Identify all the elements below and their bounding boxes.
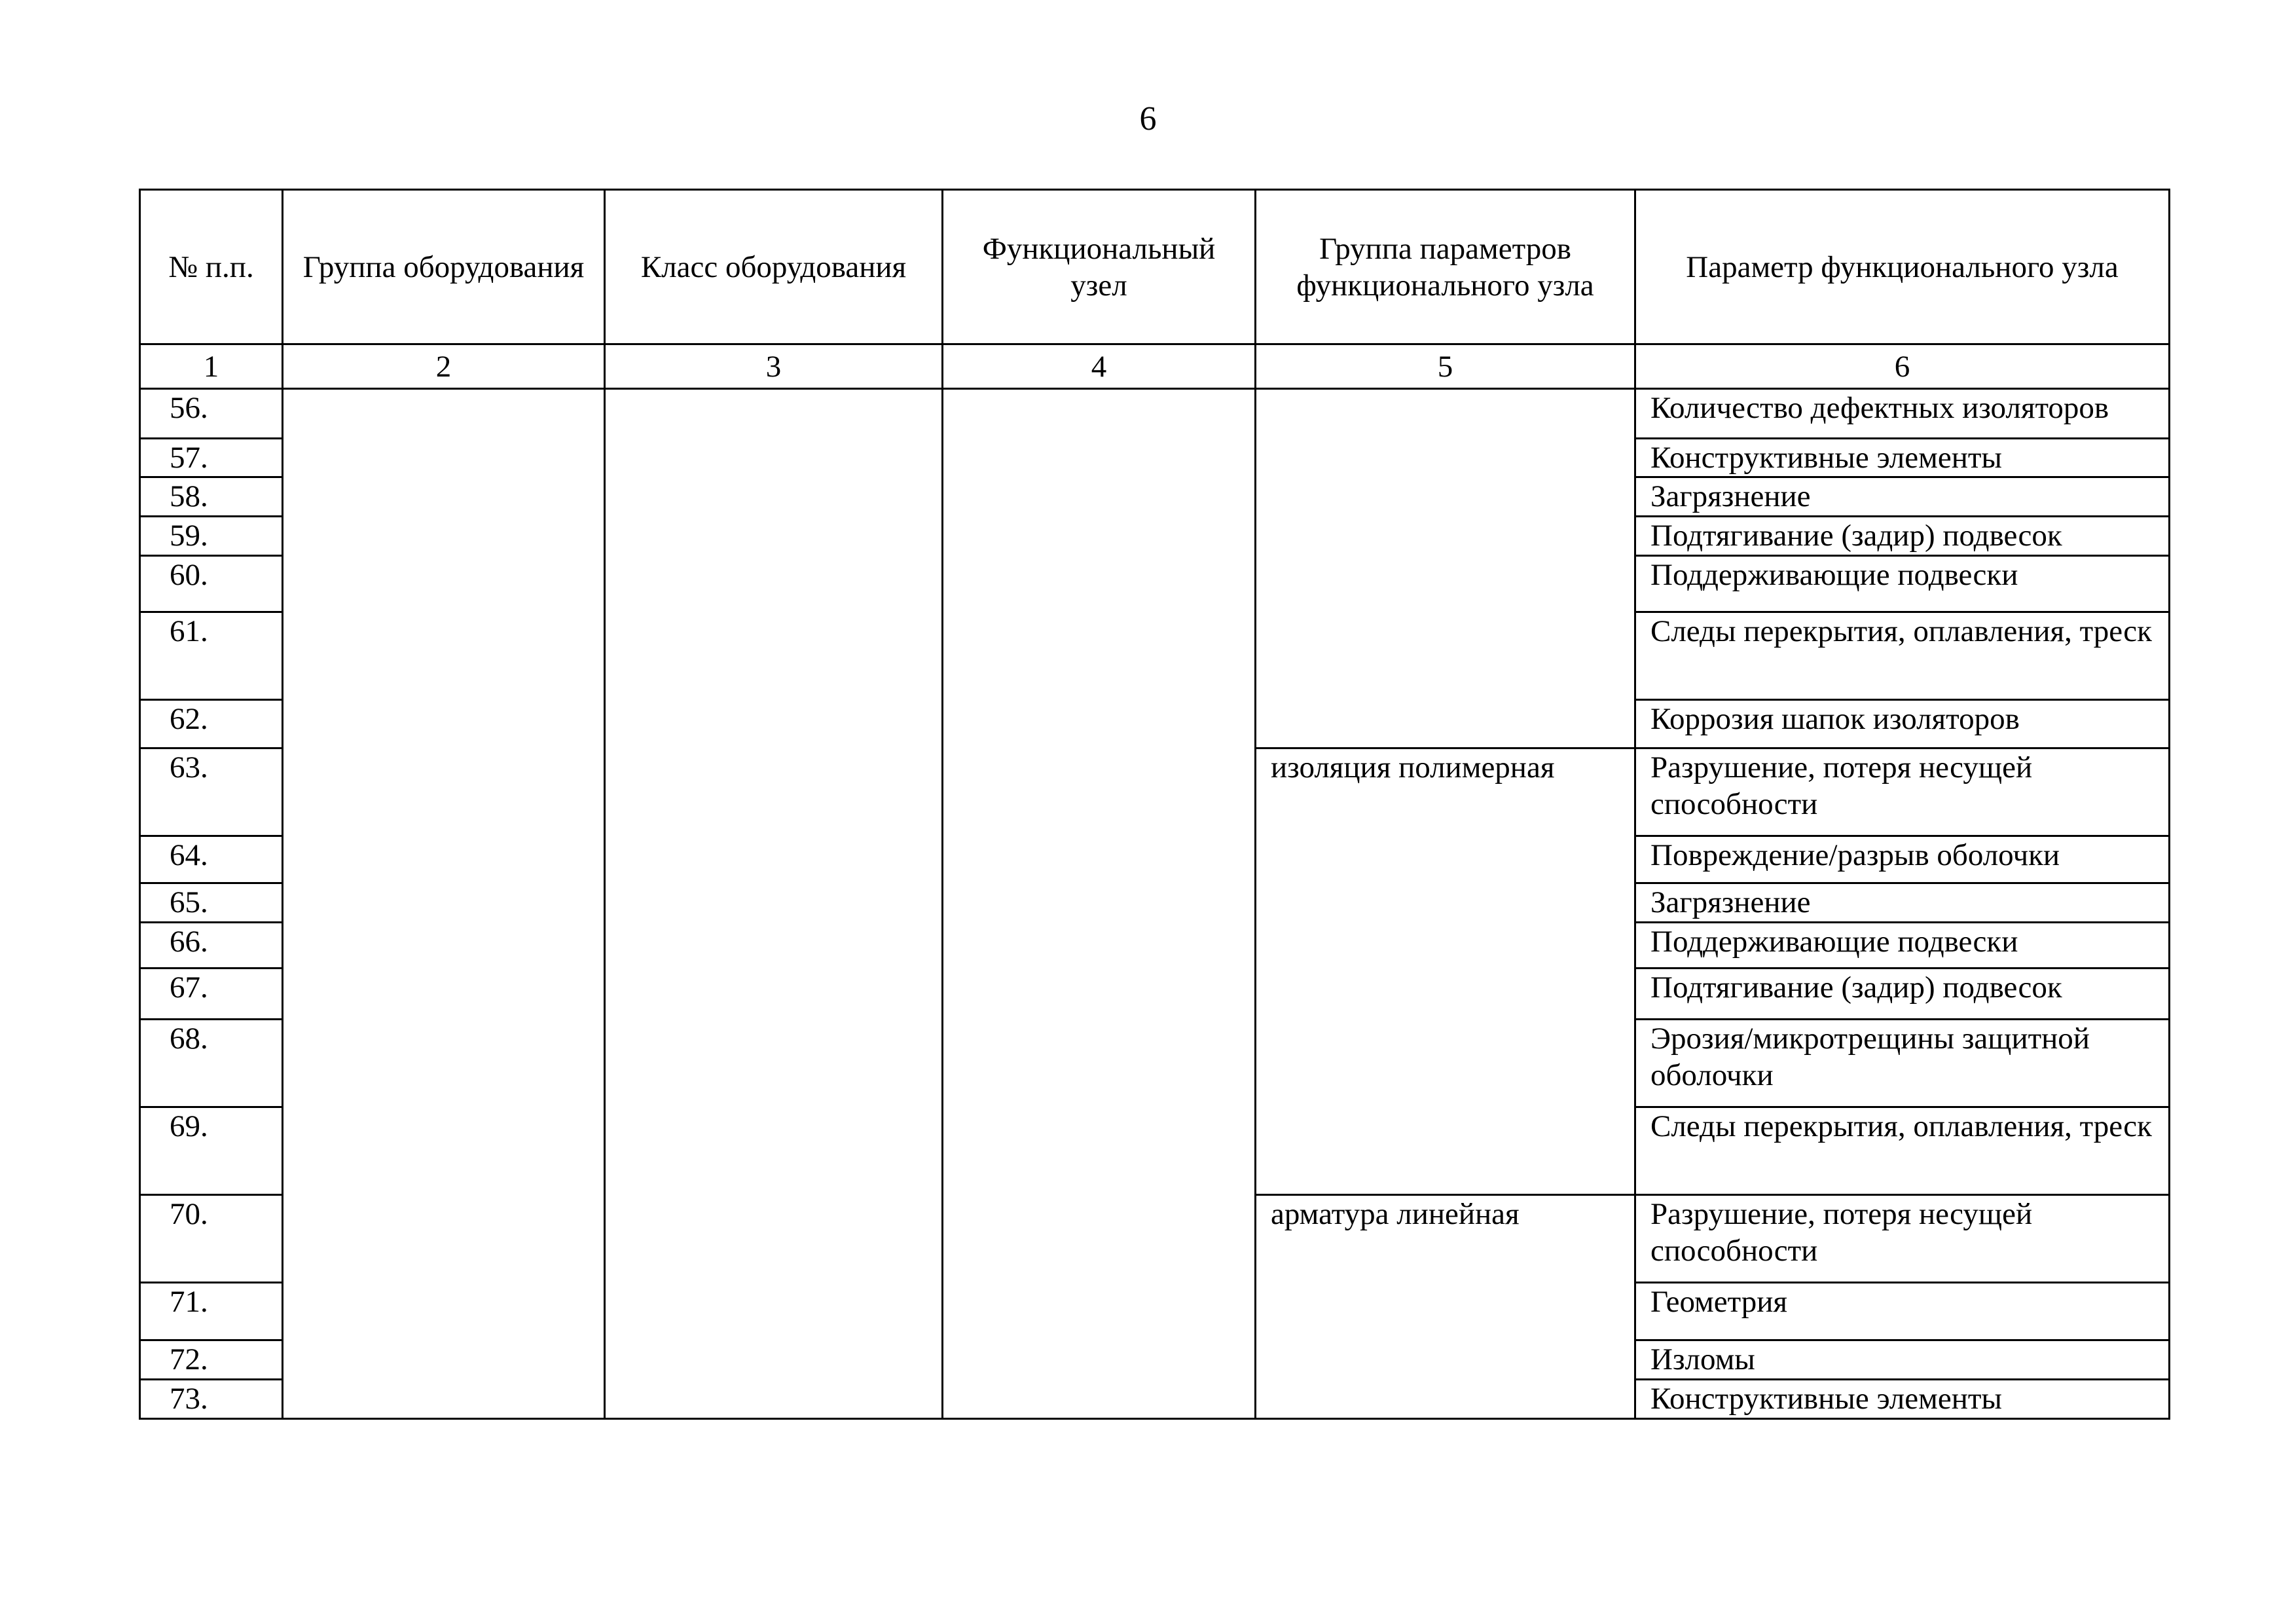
- row-number: 71.: [140, 1283, 283, 1340]
- parameter-cell: Повреждение/разрыв оболочки: [1635, 836, 2170, 883]
- row-number: 58.: [140, 477, 283, 517]
- equipment-class-cell: [605, 389, 943, 1419]
- parameter-cell: Разрушение, потеря несущей способности: [1635, 1195, 2170, 1283]
- column-number: 3: [605, 344, 943, 389]
- parameter-cell: Следы перекрытия, оплавления, треск: [1635, 612, 2170, 700]
- table-row: [140, 389, 2170, 439]
- row-number: 68.: [140, 1020, 283, 1107]
- row-number: 70.: [140, 1195, 283, 1283]
- column-number: 6: [1635, 344, 2170, 389]
- parameter-cell: Количество дефектных изоляторов: [1635, 389, 2170, 439]
- row-number: 62.: [140, 700, 283, 748]
- functional-unit-cell: [943, 389, 1256, 1419]
- equipment-parameters-table: [139, 189, 2170, 1420]
- header-row: [140, 190, 2170, 344]
- page-number: 6: [1139, 100, 1157, 138]
- parameter-cell: Эрозия/микротрещины защитной оболочки: [1635, 1020, 2170, 1107]
- parameter-cell: Разрушение, потеря несущей способности: [1635, 748, 2170, 836]
- parameter-cell: Подтягивание (задир) подвесок: [1635, 969, 2170, 1020]
- parameter-cell: Загрязнение: [1635, 883, 2170, 923]
- parameter-cell: Поддерживающие подвески: [1635, 556, 2170, 612]
- parameter-cell: Коррозия шапок изоляторов: [1635, 700, 2170, 748]
- column-numbers-row: [140, 344, 2170, 389]
- row-number: 66.: [140, 923, 283, 969]
- parameter-group-cell: арматура линейная: [1256, 1195, 1635, 1419]
- row-number: 60.: [140, 556, 283, 612]
- header-number: № п.п.: [140, 190, 283, 344]
- parameter-cell: Геометрия: [1635, 1283, 2170, 1340]
- header-parameter-group: Группа параметров функционального узла: [1256, 190, 1635, 344]
- row-number: 67.: [140, 969, 283, 1020]
- row-number: 73.: [140, 1380, 283, 1419]
- header-equipment-group: Группа оборудования: [283, 190, 605, 344]
- header-parameter: Параметр функционального узла: [1635, 190, 2170, 344]
- header-functional-unit: Функциональный узел: [943, 190, 1256, 344]
- row-number: 59.: [140, 517, 283, 556]
- parameter-group-cell: изоляция полимерная: [1256, 748, 1635, 1195]
- parameter-cell: Изломы: [1635, 1340, 2170, 1380]
- column-number: 1: [140, 344, 283, 389]
- equipment-group-cell: [283, 389, 605, 1419]
- parameter-cell: Поддерживающие подвески: [1635, 923, 2170, 969]
- parameter-cell: Загрязнение: [1635, 477, 2170, 517]
- column-number: 5: [1256, 344, 1635, 389]
- row-number: 72.: [140, 1340, 283, 1380]
- row-number: 69.: [140, 1107, 283, 1195]
- parameter-cell: Конструктивные элементы: [1635, 1380, 2170, 1419]
- row-number: 56.: [140, 389, 283, 439]
- parameter-cell: Следы перекрытия, оплавления, треск: [1635, 1107, 2170, 1195]
- column-number: 2: [283, 344, 605, 389]
- header-equipment-class: Класс оборудования: [605, 190, 943, 344]
- row-number: 65.: [140, 883, 283, 923]
- parameter-cell: Конструктивные элементы: [1635, 439, 2170, 477]
- row-number: 64.: [140, 836, 283, 883]
- column-number: 4: [943, 344, 1256, 389]
- parameter-cell: Подтягивание (задир) подвесок: [1635, 517, 2170, 556]
- row-number: 63.: [140, 748, 283, 836]
- row-number: 61.: [140, 612, 283, 700]
- parameter-group-cell: [1256, 389, 1635, 748]
- row-number: 57.: [140, 439, 283, 477]
